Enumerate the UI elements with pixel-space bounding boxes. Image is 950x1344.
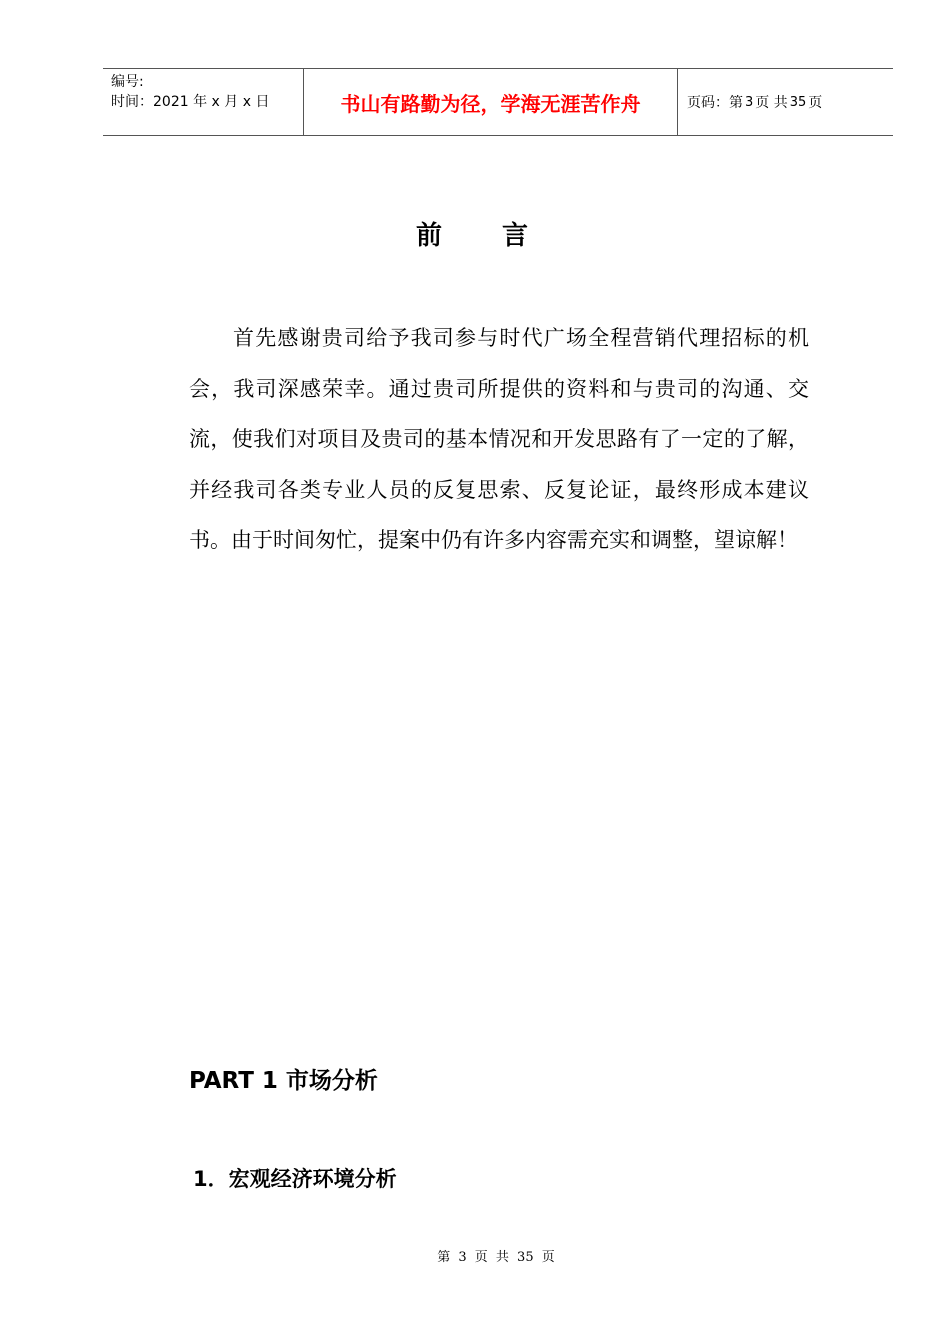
page-suffix: 页 bbox=[808, 95, 823, 111]
header-meta bbox=[103, 69, 304, 135]
page-current: 3 bbox=[745, 94, 754, 110]
part-heading: PART 1 市场分析 bbox=[189, 1068, 378, 1094]
page-total: 35 bbox=[789, 94, 807, 110]
page-middle: 页 共 bbox=[755, 95, 788, 111]
serial-label: 编号: bbox=[111, 74, 144, 90]
page-header bbox=[103, 68, 893, 136]
preface-title: 前言 bbox=[415, 221, 588, 251]
page-prefix: 页码：第 bbox=[687, 95, 743, 111]
preface-body: 首先感谢贵司给予我司参与时代广场全程营销代理招标的机会，我司深感荣幸。通过贵司所提供的资料和与贵司的沟通、交流，使我们对项目及贵司的基本情况和开发思路有了一定的了解，并经我司各类专业人员的反复思索、反复论证，最终形成本建议书。由于时间匆忙，提案中仍有许多内容需充实和调整，望谅解！ bbox=[189, 326, 809, 552]
date-text: 时间：2021 年 x 月 x 日 bbox=[111, 94, 270, 110]
header-motto: 书山有路勤为径，学海无涯苦作舟 bbox=[304, 69, 678, 135]
header-page-number bbox=[678, 69, 893, 135]
section-heading: 1．宏观经济环境分析 bbox=[193, 1167, 397, 1191]
page-footer: 第 3 页 共 35 页 bbox=[437, 1250, 555, 1265]
